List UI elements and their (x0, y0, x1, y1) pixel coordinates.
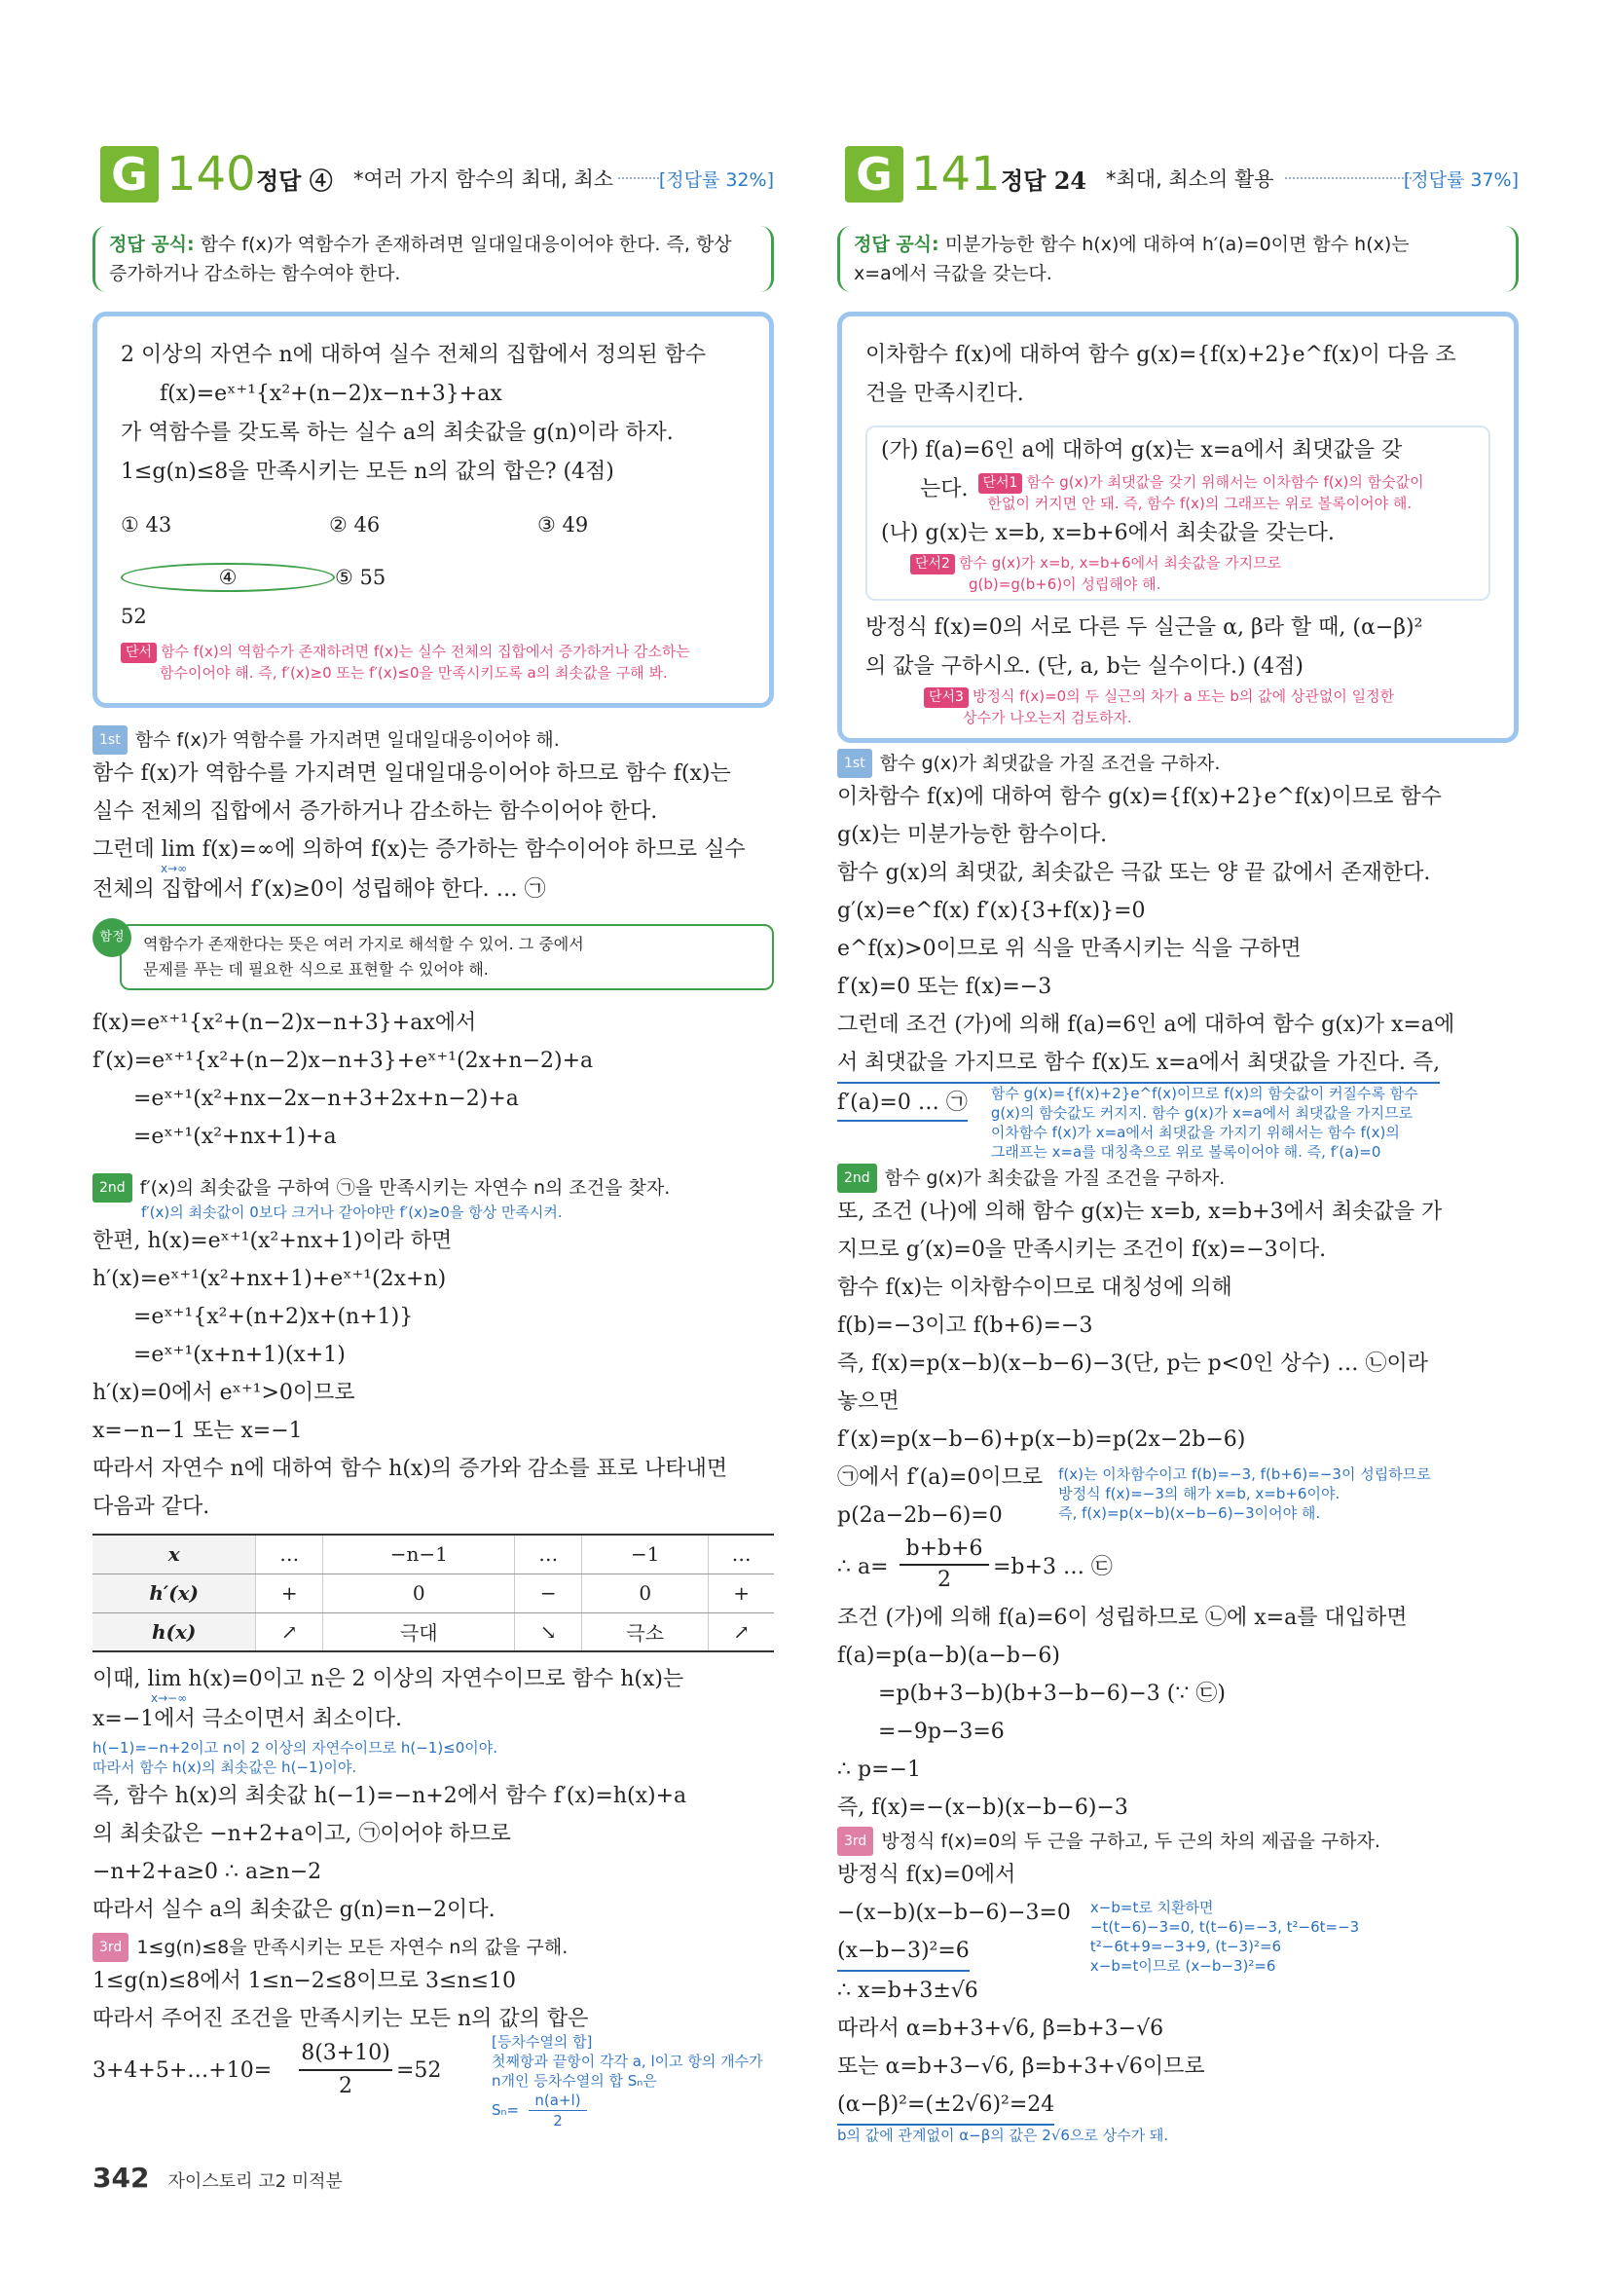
choice-1[interactable]: ① 43 (121, 513, 172, 537)
step-tag: 2nd (837, 1164, 877, 1193)
problem-140-header (92, 146, 774, 204)
caution-box (120, 924, 774, 990)
a-expression (837, 1535, 1519, 1599)
grade-g-badge: G (100, 146, 159, 203)
step-3-heading (92, 1933, 774, 1962)
formula-text-1: 함수 f(x)가 역함수가 존재하려면 일대일대응이어야 한다. 즉, 항상 (200, 234, 732, 255)
note-line: 즉, f(x)=p(x−b)(x−b−6)−3이어야 해. (1058, 1504, 1321, 1522)
table-cell: + (256, 1574, 323, 1612)
problem-box (92, 312, 774, 708)
problem-line: 1≤g(n)≤8을 만족시키는 모든 n의 값의 합은? (4점) (121, 460, 614, 484)
answer-label: 정답 ④ (256, 167, 333, 195)
table-cell: … (256, 1535, 323, 1574)
choice-4[interactable] (121, 558, 335, 636)
step-2-heading (92, 1173, 774, 1203)
step-title: 함수 g(x)가 최솟값을 가질 조건을 구하자. (884, 1167, 1226, 1189)
body-line: 함수 g(x)의 최댓값, 최솟값은 극값 또는 양 끝 값에서 존재한다. (837, 861, 1431, 885)
step-3-body (837, 1856, 1519, 2145)
condition-lines (837, 1459, 1043, 1535)
answer-choices (121, 558, 746, 636)
step-1-body (837, 778, 1519, 1162)
correct-rate: [정답률 32%] (658, 169, 774, 191)
step-title: 함수 f(x)가 역함수를 가지려면 일대일대응이어야 해. (134, 729, 560, 751)
body-line: 즉, f(x)=p(x−b)(x−b−6)−3(단, p는 p<0인 상수) … ㉡이라 (837, 1352, 1428, 1376)
problem-number: 140 (166, 147, 256, 202)
body-line: g(x)는 미분가능한 함수이다. (837, 823, 1108, 847)
body-line: =eˣ⁺¹(x²+nx+1)+a (133, 1125, 337, 1149)
table-cell: ↗ (256, 1612, 323, 1651)
topic-label: *여러 가지 함수의 최대, 최소 (353, 167, 614, 191)
table-cell: x (92, 1535, 256, 1574)
a-expr-prefix: ∴ a= (837, 1555, 889, 1579)
body-line: x=−n−1 또는 x=−1 (92, 1419, 303, 1443)
step-1-heading (837, 749, 1519, 778)
hint-text: 한없이 커지면 안 돼. 즉, 함수 f(x)의 그래프는 위로 볼록이어야 해. (987, 495, 1413, 512)
book-title: 자이스토리 고2 미적분 (167, 2171, 343, 2192)
problem-line: 가 역함수를 갖도록 하는 실수 a의 최솟값을 g(n)이라 하자. (121, 421, 674, 445)
fraction-denominator: 2 (339, 2074, 352, 2098)
note-line: −t(t−6)−3=0, t(t−6)=−3, t²−6t=−3 (1089, 1918, 1360, 1936)
hint-tag: 단서3 (924, 687, 969, 708)
table-row (92, 1574, 774, 1612)
answer-formula-box (92, 226, 774, 292)
hint-note-1 (978, 472, 1424, 514)
body-line: 또는 α=b+3−√6, β=b+3+√6이므로 (837, 2055, 1205, 2079)
choice-2[interactable]: ② 46 (329, 513, 381, 537)
step-2-heading (837, 1164, 1519, 1193)
table-cell: ↘ (515, 1612, 582, 1651)
arith-sum-title: [등차수열의 합] (492, 2033, 593, 2051)
sum-expr: 3+4+5+…+10= (92, 2058, 273, 2083)
body-line: ∴ p=−1 (837, 1758, 921, 1782)
body-line: =eˣ⁺¹(x+n+1)(x+1) (133, 1343, 346, 1367)
answer-label: 정답 24 (1001, 167, 1087, 195)
substitution-row (837, 1894, 1519, 2010)
sum-row (92, 2033, 774, 2129)
body-line: 지므로 g′(x)=0을 만족시키는 조건이 f(x)=−3이다. (837, 1238, 1327, 1262)
body-line: 즉, 함수 h(x)의 최솟값 h(−1)=−n+2에서 함수 f′(x)=h(x)+a (92, 1784, 687, 1808)
body-line: 한편, h(x)=eˣ⁺¹(x²+nx+1)이라 하면 (92, 1229, 453, 1253)
page-number: 342 (92, 2162, 150, 2194)
hint-tag: 단서 (121, 643, 157, 663)
choice-4-value: 52 (121, 605, 147, 628)
body-line: f′(a)=0 … ㉠ (837, 1084, 968, 1122)
topic-label: *최대, 최소의 활용 (1106, 167, 1274, 191)
note-line: 함수 g(x)={f(x)+2}e^f(x)이므로 f(x)의 함숫값이 커질수록 함수 (990, 1085, 1418, 1102)
step-tag: 1st (837, 749, 872, 778)
body-line: f′(x)=p(x−b−6)+p(x−b)=p(2x−2b−6) (837, 1427, 1246, 1452)
body-line: =eˣ⁺¹{x²+(n+2)x+(n+1)} (133, 1305, 414, 1329)
formula-label: 정답 공식: (854, 234, 939, 255)
condition-a-line2: 는다. (920, 477, 969, 501)
caution-icon: 함정 (92, 918, 131, 957)
condition-row (837, 1459, 1519, 1535)
sum-result: =52 (396, 2058, 442, 2083)
step-3-note (1090, 1898, 1359, 2010)
derivative-block (92, 1004, 774, 1156)
hint-tag: 단서1 (978, 473, 1023, 494)
table-cell: h′(x) (92, 1574, 256, 1612)
fraction-numerator: 8(3+10) (299, 2038, 392, 2071)
body-line: x=−1에서 극소이면서 최소이다. (92, 1707, 403, 1731)
step-tag: 1st (92, 725, 128, 755)
step-tag: 2nd (92, 1173, 132, 1203)
hint-text: 함수 g(x)가 x=b, x=b+6에서 최솟값을 가지므로 (958, 554, 1282, 572)
arith-sum-line: n개인 등차수열의 합 Sₙ은 (492, 2072, 657, 2090)
body-line: h′(x)=0에서 eˣ⁺¹>0이므로 (92, 1381, 355, 1405)
min-note-1: h(−1)=−n+2이고 n이 2 이상의 자연수이므로 h(−1)≤0이야. (92, 1739, 498, 1757)
sn-label: Sₙ= (492, 2101, 520, 2119)
note-line: x−b=t로 치환하면 (1089, 1899, 1214, 1916)
body-line: =−9p−3=6 (878, 1720, 1005, 1744)
hint-note-3 (865, 686, 1490, 728)
body-line: g′(x)=e^f(x) f′(x){3+f(x)}=0 (837, 899, 1146, 923)
hint-text: 상수가 나오는지 검토하자. (963, 709, 1132, 726)
problem-141-header (837, 146, 1519, 204)
hint-text: 함수 g(x)가 최댓값을 갖기 위해서는 이차함수 f(x)의 함숫값이 (1026, 473, 1424, 491)
note-line: t²−6t+9=−3+9, (t−3)²=6 (1089, 1938, 1282, 1955)
conditions-box (865, 426, 1490, 601)
caution-note (92, 924, 774, 990)
choice-3[interactable]: ③ 49 (537, 513, 589, 537)
condition-a-cont (881, 470, 1475, 514)
body-line: 따라서 α=b+3+√6, β=b+3−√6 (837, 2017, 1164, 2041)
body-line: 함수 f(x)가 역함수를 가지려면 일대일대응이어야 하므로 함수 f(x)는 (92, 761, 731, 786)
problem-line: 의 값을 구하시오. (단, a, b는 실수이다.) (4점) (865, 654, 1304, 679)
hint-text: g(b)=g(b+6)이 성립해야 해. (969, 575, 1161, 593)
table-cell: ↗ (709, 1612, 774, 1651)
increase-decrease-table (92, 1534, 774, 1652)
body-line: =p(b+3−b)(b+3−b−6)−3 (∵ ㉢) (878, 1682, 1226, 1706)
caution-text-2: 문제를 푸는 데 필요한 식으로 표현할 수 있어야 해. (143, 960, 489, 979)
body-line: −(x−b)(x−b−6)−3=0 (837, 1901, 1071, 1925)
problem-line: 건을 만족시킨다. (865, 382, 1024, 406)
step-2-body (837, 1193, 1519, 1827)
step-3-heading (837, 1827, 1519, 1856)
formula-text-1: 미분가능한 함수 h(x)에 대하여 h′(a)=0이면 함수 h(x)는 (944, 234, 1410, 255)
problem-line: 2 이상의 자연수 n에 대하여 실수 전체의 집합에서 정의된 함수 (121, 343, 707, 367)
a-expr-suffix: =b+3 … ㉢ (993, 1555, 1113, 1579)
body-line: 실수 전체의 집합에서 증가하거나 감소하는 함수이어야 한다. (92, 799, 658, 824)
body-line: 그런데 조건 (가)에 의해 f(a)=6인 a에 대하여 함수 g(x)가 x=a에 (837, 1013, 1455, 1037)
table-cell: … (709, 1535, 774, 1574)
problem-box (837, 312, 1519, 743)
body-line: ∴ x=b+3±√6 (837, 1979, 978, 2003)
problem-number: 141 (911, 147, 1001, 202)
note-line: 그래프는 x=a를 대칭축으로 위로 볼록이어야 해. 즉, f′(a)=0 (990, 1143, 1381, 1161)
body-line: 따라서 자연수 n에 대하여 함수 h(x)의 증가와 감소를 표로 나타내면 (92, 1457, 728, 1481)
note-line: f(x)는 이차함수이고 f(b)=−3, f(b+6)=−3이 성립하므로 (1058, 1465, 1431, 1483)
correct-choice-circle: ④ (121, 563, 335, 592)
body-line: f′(x)=0 또는 f(x)=−3 (837, 975, 1052, 999)
choice-5[interactable]: ⑤ 55 (335, 566, 386, 589)
hint-text-2: 함수이어야 해. 즉, f′(x)≥0 또는 f′(x)≤0을 만족시키도록 a의 최솟값을 구해 봐. (160, 664, 668, 682)
dotted-leader (618, 177, 659, 179)
table-cell: … (515, 1535, 582, 1574)
problem-line: 이차함수 f(x)에 대하여 함수 g(x)={f(x)+2}e^f(x)이 다음 조 (865, 343, 1456, 367)
body-line: (α−β)²=(±2√6)²=24 (837, 2086, 1054, 2126)
dotted-leader (1285, 177, 1412, 179)
body-line: 의 최솟값은 −n+2+a이고, ㉠이어야 하므로 (92, 1822, 511, 1846)
correct-rate: [정답률 37%] (1403, 169, 1519, 191)
f-prime-row (837, 1084, 1519, 1162)
table-cell: 0 (582, 1574, 709, 1612)
formula-label: 정답 공식: (109, 234, 195, 255)
limit-subscript: x→−∞ (151, 1691, 188, 1705)
right-column (837, 146, 1519, 2145)
table-cell: −1 (582, 1535, 709, 1574)
arith-sum-formula (492, 2091, 784, 2129)
page-footer (92, 2162, 343, 2194)
final-note: b의 값에 관계없이 α−β의 값은 2√6으로 상수가 돼. (837, 2127, 1169, 2144)
body-line: p(2a−2b−6)=0 (837, 1503, 1003, 1528)
body-line: 이차함수 f(x)에 대하여 함수 g(x)={f(x)+2}e^f(x)이므로 함수 (837, 785, 1442, 809)
problem-line: 방정식 f(x)=0의 서로 다른 두 실근을 α, β라 할 때, (α−β)² (865, 615, 1423, 640)
formula-text-2: 증가하거나 감소하는 함수여야 한다. (109, 263, 401, 284)
table-row (92, 1535, 774, 1574)
fraction-denominator: 2 (937, 1568, 951, 1592)
step-tag: 3rd (92, 1933, 129, 1962)
hint-note-2 (881, 553, 1475, 595)
body-line: 따라서 주어진 조건을 만족시키는 모든 n의 값의 합은 (92, 2007, 589, 2031)
body-line: e^f(x)>0이므로 위 식을 만족시키는 식을 구하면 (837, 937, 1302, 961)
body-line: 즉, f(x)=−(x−b)(x−b−6)−3 (837, 1796, 1128, 1820)
step-title: 방정식 f(x)=0의 두 근을 구하고, 두 근의 차의 제곱을 구하자. (881, 1831, 1380, 1852)
table-cell: 극대 (323, 1612, 515, 1651)
hint-text-1: 함수 f(x)의 역함수가 존재하려면 f(x)는 실수 전체의 집합에서 증가하거나 감소하는 (161, 643, 690, 660)
problem-line: f(x)=eˣ⁺¹{x²+(n−2)x−n+3}+ax (160, 382, 502, 406)
step-1-heading (92, 725, 774, 755)
left-column (92, 146, 774, 2129)
note-line: 방정식 f(x)=−3의 해가 x=b, x=b+6이야. (1058, 1485, 1341, 1502)
body-line: 다음과 같다. (92, 1495, 210, 1519)
condition-a: (가) f(a)=6인 a에 대하여 g(x)는 x=a에서 최댓값을 갖 (881, 438, 1403, 463)
hint-text: 방정식 f(x)=0의 두 실근의 차가 a 또는 b의 값에 상관없이 일정한 (972, 687, 1395, 705)
table-row (92, 1612, 774, 1651)
body-line: 놓으면 (837, 1389, 900, 1414)
body-line: 서 최댓값을 가지므로 함수 f(x)도 x=a에서 최댓값을 가진다. 즉, (837, 1044, 1440, 1084)
table-cell: + (709, 1574, 774, 1612)
body-line: 또, 조건 (나)에 의해 함수 g(x)는 x=b, x=b+3에서 최솟값을 가 (837, 1200, 1443, 1224)
hint-tag: 단서2 (910, 554, 955, 574)
table-cell: − (515, 1574, 582, 1612)
caution-text-1: 역함수가 존재한다는 뜻은 여러 가지로 해석할 수 있어. 그 중에서 (143, 935, 584, 953)
table-cell: 0 (323, 1574, 515, 1612)
body-line: 방정식 f(x)=0에서 (837, 1863, 1016, 1887)
body-line: 함수 f(x)는 이차함수이므로 대칭성에 의해 (837, 1276, 1232, 1300)
hint-note (121, 642, 746, 684)
substitution-lines (837, 1894, 1071, 2010)
answer-choices (121, 505, 746, 544)
grade-g-badge: G (845, 146, 903, 203)
sn-numerator: n(a+l) (529, 2091, 587, 2111)
arith-sum-line: 첫째항과 끝항이 각각 a, l이고 항의 개수가 (492, 2053, 763, 2070)
table-cell: h(x) (92, 1612, 256, 1651)
sn-denominator: 2 (553, 2112, 563, 2129)
fraction-numerator: b+b+6 (900, 1535, 989, 1566)
limit-subscript: x→∞ (161, 862, 188, 875)
step-tag: 3rd (837, 1827, 873, 1856)
note-line: g(x)의 함숫값도 커지지. 함수 g(x)가 x=a에서 최댓값을 가지므로 (990, 1104, 1414, 1122)
body-line: f′(x)=eˣ⁺¹{x²+(n−2)x−n+3}+eˣ⁺¹(2x+n−2)+a (92, 1049, 594, 1073)
h-function-block (92, 1222, 774, 1526)
body-line: f(x)=eˣ⁺¹{x²+(n−2)x−n+3}+ax에서 (92, 1011, 477, 1035)
body-line: 이때, lim h(x)=0이고 n은 2 이상의 자연수이므로 함수 h(x)는 (92, 1667, 684, 1691)
condition-b: (나) g(x)는 x=b, x=b+6에서 최솟값을 갖는다. (881, 521, 1335, 545)
step-title: 함수 g(x)가 최댓값을 가질 조건을 구하자. (879, 753, 1221, 774)
final-block (92, 1962, 774, 2129)
table-cell: 극소 (582, 1612, 709, 1651)
body-line: ㉠에서 f′(a)=0이므로 (837, 1465, 1044, 1490)
step-1-note (991, 1084, 1418, 1162)
body-line: −n+2+a≥0 ∴ a≥n−2 (92, 1860, 322, 1884)
table-cell: −n−1 (323, 1535, 515, 1574)
body-line: f(a)=p(a−b)(a−b−6) (837, 1644, 1060, 1668)
body-line: 그런데 lim f(x)=∞에 의하여 f(x)는 증가하는 함수이어야 하므로 실수 (92, 837, 746, 862)
body-line: f(b)=−3이고 f(b+6)=−3 (837, 1314, 1093, 1338)
formula-text-2: x=a에서 극값을 갖는다. (854, 263, 1052, 284)
body-line: 따라서 실수 a의 최솟값은 g(n)=n−2이다. (92, 1898, 496, 1922)
body-line: (x−b−3)²=6 (837, 1932, 970, 1972)
note-line: 이차함수 f(x)가 x=a에서 최댓값을 가지기 위해서는 함수 f(x)의 (990, 1124, 1400, 1141)
note-line: x−b=t이므로 (x−b−3)²=6 (1089, 1957, 1276, 1975)
minimum-block (92, 1660, 774, 1929)
step-2-note: f′(x)의 최솟값이 0보다 크거나 같아야만 f′(x)≥0을 항상 만족시켜. (141, 1204, 563, 1221)
step-title: 1≤g(n)≤8을 만족시키는 모든 자연수 n의 값을 구해. (136, 1937, 569, 1958)
step-title: f′(x)의 최솟값을 구하여 ㉠을 만족시키는 자연수 n의 조건을 찾자. (139, 1177, 671, 1199)
body-line: =eˣ⁺¹(x²+nx−2x−n+3+2x+n−2)+a (133, 1087, 519, 1111)
body-line: 1≤g(n)≤8에서 1≤n−2≤8이므로 3≤n≤10 (92, 1969, 517, 1993)
body-line: h′(x)=eˣ⁺¹(x²+nx+1)+eˣ⁺¹(2x+n) (92, 1267, 447, 1291)
answer-formula-box (837, 226, 1519, 292)
body-line: 조건 (가)에 의해 f(a)=6이 성립하므로 ㉡에 x=a를 대입하면 (837, 1606, 1408, 1630)
arith-sum-note (492, 2032, 784, 2129)
step-2-note (1058, 1464, 1431, 1535)
step-1-body (92, 755, 774, 908)
body-line: 전체의 집합에서 f′(x)≥0이 성립해야 한다. … ㉠ (92, 877, 546, 902)
min-note-2: 따라서 함수 h(x)의 최솟값은 h(−1)이야. (92, 1759, 357, 1776)
